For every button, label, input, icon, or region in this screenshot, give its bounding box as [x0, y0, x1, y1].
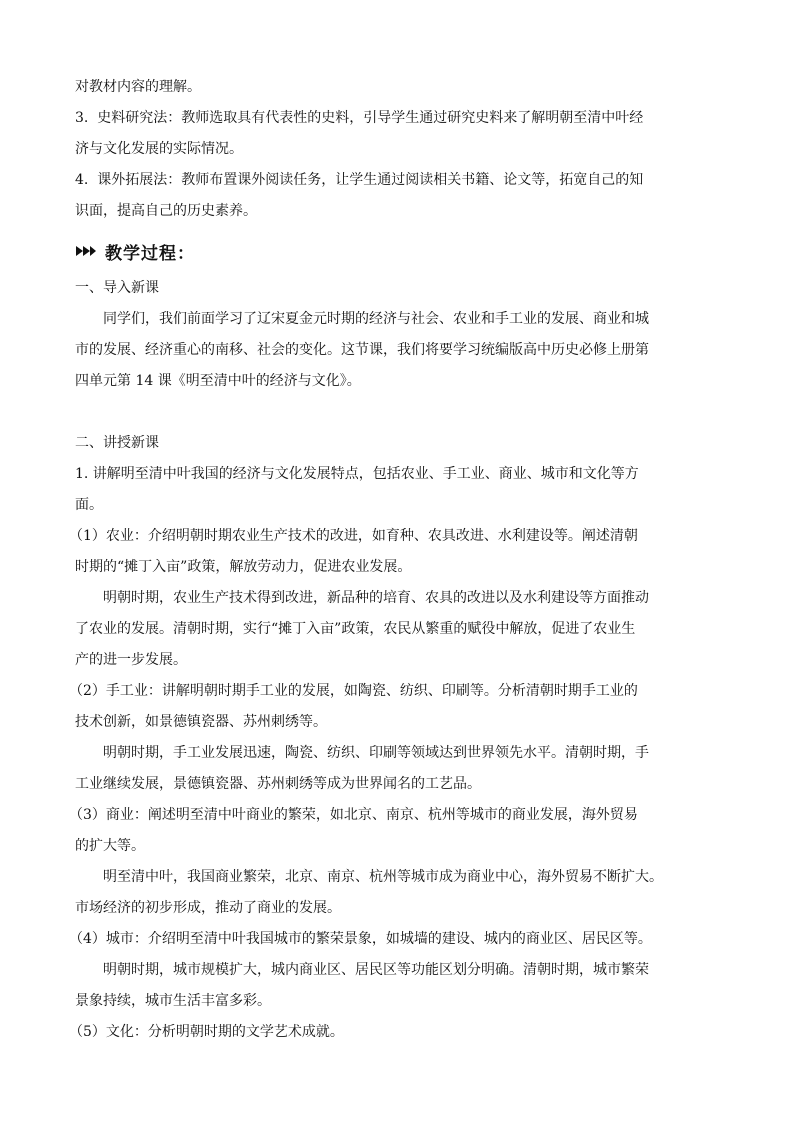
- sub-item-line: （5）文化：分析明朝时期的文学艺术成就。: [69, 1024, 344, 1040]
- method-number: 3.: [75, 110, 89, 126]
- sub-item-line: （1）农业：介绍明朝时期农业生产技术的改进，如育种、农具改进、水利建设等。阐述清朝: [69, 528, 638, 544]
- paragraph-line: 四单元第 14 课《明至清中叶的经济与文化》。: [75, 373, 361, 389]
- sub-item-line: 技术创新，如景德镇瓷器、苏州刺绣等。: [75, 714, 327, 730]
- detail-line: 明朝时期，手工业发展迅速，陶瓷、纺织、印刷等领域达到世界领先水平。清朝时期，手: [103, 745, 649, 761]
- method-line: 济与文化发展的实际情况。: [75, 141, 243, 157]
- method-line: [75, 165, 723, 196]
- sub-item-line: 的扩大等。: [75, 838, 145, 854]
- process-heading: [75, 231, 723, 271]
- detail-line: 市场经济的初步形成，推动了商业的发展。: [75, 900, 341, 916]
- double-arrow-icon: [75, 245, 97, 257]
- paragraph-line: 同学们，我们前面学习了辽宋夏金元时期的经济与社会、农业和手工业的发展、商业和城: [103, 311, 649, 327]
- sub-item-line: （2）手工业：讲解明朝时期手工业的发展，如陶瓷、纺织、印刷等。分析清朝时期手工业的: [69, 683, 638, 699]
- method-text: 课外拓展法：教师布置课外阅读任务，让学生通过阅读相关书籍、论文等，拓宽自己的知: [97, 172, 644, 188]
- section-title: 二、讲授新课: [75, 435, 159, 451]
- method-item: [75, 165, 723, 227]
- method-item: [75, 103, 723, 165]
- detail-line: 产的进一步发展。: [75, 652, 187, 668]
- paragraph-line: 市的发展、经济重心的南移、社会的变化。这节课，我们将要学习统编版高中历史必修上册第: [75, 342, 649, 358]
- detail-line: 明至清中叶，我国商业繁荣，北京、南京、杭州等城市成为商业中心，海外贸易不断扩大。: [103, 869, 663, 885]
- detail-line: 工业继续发展，景德镇瓷器、苏州刺绣等成为世界闻名的工艺品。: [75, 776, 481, 792]
- section-title: 一、导入新课: [75, 280, 159, 296]
- sub-item-line: 时期的“摊丁入亩”政策，解放劳动力，促进农业发展。: [75, 559, 412, 575]
- detail-line: 景象持续，城市生活丰富多彩。: [75, 993, 271, 1009]
- sub-item-line: （3）商业：阐述明至清中叶商业的繁荣，如北京、南京、杭州等城市的商业发展，海外贸易: [69, 807, 638, 823]
- point-line: 1. 讲解明至清中叶我国的经济与文化发展特点，包括农业、手工业、商业、城市和文化等方: [75, 466, 639, 482]
- method-line: [75, 103, 723, 134]
- detail-line: 明朝时期，农业生产技术得到改进，新品种的培育、农具的改进以及水利建设等方面推动: [103, 590, 649, 606]
- method-line: 识面，提高自己的历史素养。: [75, 203, 257, 219]
- intro-tail-line: 对教材内容的理解。: [75, 79, 201, 95]
- spacer: [75, 397, 723, 428]
- detail-line: 了农业的发展。清朝时期，实行“摊丁入亩”政策，农民从繁重的赋役中解放，促进了农业生: [75, 621, 636, 637]
- sub-item-line: （4）城市：介绍明至清中叶我国城市的繁荣景象，如城墙的建设、城内的商业区、居民区等。: [69, 931, 652, 947]
- method-number: 4.: [75, 172, 89, 188]
- method-text: 史料研究法：教师选取具有代表性的史料，引导学生通过研究史料来了解明朝至清中叶经: [97, 110, 644, 126]
- point-line: 面。: [75, 497, 103, 513]
- detail-line: 明朝时期，城市规模扩大，城内商业区、居民区等功能区划分明确。清朝时期，城市繁荣: [103, 962, 649, 978]
- document-page: [69, 72, 723, 1048]
- process-heading-text: 教学过程：: [105, 243, 195, 264]
